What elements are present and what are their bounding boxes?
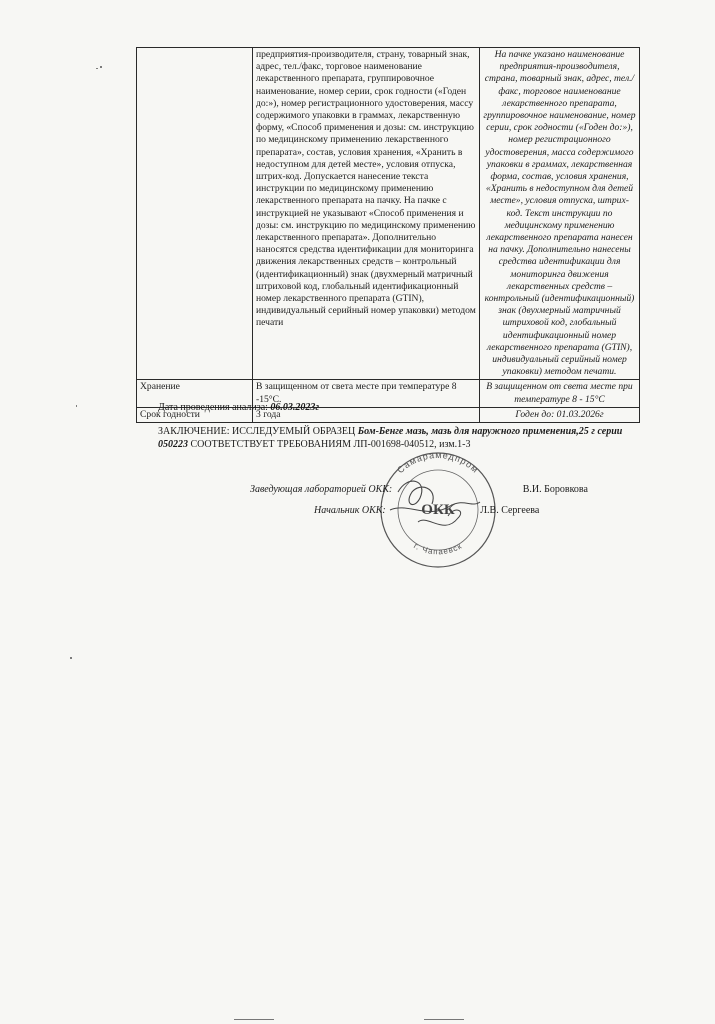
conclusion-prefix: ЗАКЛЮЧЕНИЕ: ИССЛЕДУЕМЫЙ ОБРАЗЕЦ xyxy=(158,426,358,437)
chief-title: Начальник ОКК: xyxy=(314,505,386,516)
analysis-date xyxy=(158,402,319,413)
head-lab-name: В.И. Боровкова xyxy=(522,484,588,495)
seal-top-text: Самарамедпром xyxy=(395,449,481,476)
requirement-cell: В защищенном от света месте при температуре 8 -15°С. xyxy=(253,380,480,407)
head-lab-title: Заведующая лабораторией ОКК: xyxy=(250,484,393,495)
requirement-cell: 3 года xyxy=(253,407,480,422)
head-lab-signature xyxy=(250,484,588,495)
analysis-date-label: Дата проведения анализа: xyxy=(158,402,268,413)
scan-speck xyxy=(76,405,77,407)
requirement-cell: предприятия-производителя, страну, товарный знак, адрес, тел./факс, торговое наименование лекарственного препарата, группировочное наименование, номер серии, срок годности («Годен до:»), номер регистрационного удостоверения, массу содержимого упаковки в граммах, лекарственную форму, «Способ применения и дозы: см. инструкцию по медицинскому применению лекарственного препарата», состав, условия хранения, «Хранить в недоступном для детей месте», условия отпуска, штрих-код. Допускается нанесение текста инструкции по медицинскому применению лекарственного препарата на пачку. На пачке с инструкцией не указывают «Способ применения и дозы: см. инструкцию по медицинскому применению лекарственного препарата». Дополнительно наносятся средства идентификации для мониторинга движения лекарственных средств – контрольный (идентификационный) знак (двухмерный матричный штриховой код, глобальный идентификационный номер лекарственного препарата (GTIN), индивидуальный серийный номер упаковки) методом печати xyxy=(253,48,480,380)
svg-text:г. Чапаевск xyxy=(412,541,464,556)
result-cell: Годен до: 01.03.2026г xyxy=(480,407,640,422)
scan-speck xyxy=(96,68,98,69)
parameter-cell xyxy=(137,48,253,380)
parameter-cell: Срок годности xyxy=(137,407,253,422)
seal-center-text: ОКК xyxy=(421,502,455,518)
table-row xyxy=(137,48,640,380)
result-cell: На пачке указано наименование предприятия-производителя, страна, товарный знак, адрес, тел./факс, торговое наименование лекарственного препарата, группировочное наименование, номер серии, срок годности («Годен до:»), номер регистрационного удостоверения, масса содержимого упаковки в граммах, лекарственная форма, состав, условия хранения, «Хранить в недоступном для детей месте», условия отпуска, штрих-код. Текст инструкции по медицинскому применению лекарственного препарата нанесен на пачку. Дополнительно нанесены средства идентификации для мониторинга движения лекарственных средств – контрольный (идентификационный) знак (двухмерный матричный штриховой код, глобальный идентификационный номер лекарственного препарата (GTIN), индивидуальный серийный номер упаковки) методом печати. xyxy=(480,48,640,380)
result-cell: В защищенном от света месте при температуре 8 - 15°С xyxy=(480,380,640,407)
seal-bottom-text: г. Чапаевск xyxy=(412,541,464,557)
analysis-date-value: 06.03.2023г xyxy=(270,402,320,413)
conclusion-product: Бом-Бенге мазь, мазь для наружного применения,25 г серии 050223 xyxy=(158,426,623,450)
chief-name: Л.В. Сергеева xyxy=(480,505,540,516)
footer-edge-line xyxy=(234,1019,274,1020)
scan-speck xyxy=(100,66,102,68)
parameter-cell: Хранение xyxy=(137,380,253,407)
footer-edge-line xyxy=(424,1019,464,1020)
conclusion-suffix: СООТВЕТСТВУЕТ ТРЕБОВАНИЯМ ЛП-001698-040512, изм.1-3 xyxy=(188,438,471,450)
svg-text:Самарамедпром xyxy=(395,450,481,475)
scan-speck xyxy=(70,657,72,659)
specification-table xyxy=(136,47,640,423)
chief-signature xyxy=(314,505,539,516)
